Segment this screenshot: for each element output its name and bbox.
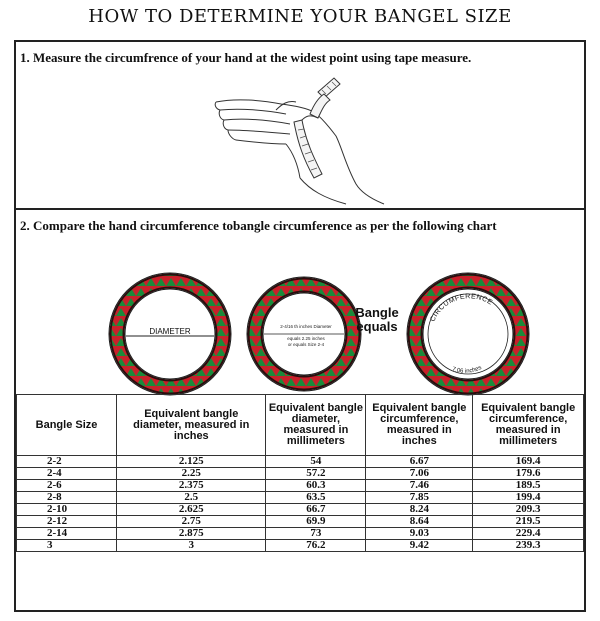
table-cell: 73 xyxy=(266,528,366,540)
header-circumference-mm: Equivalent bangle circumference, measured in millimeters xyxy=(473,395,584,456)
table-cell: 7.06 xyxy=(366,468,473,480)
table-cell: 8.64 xyxy=(366,516,473,528)
bangle-diagram xyxy=(16,256,584,396)
table-cell: 199.4 xyxy=(473,492,584,504)
size-guide-frame xyxy=(14,40,586,612)
middle-note-line1: 2-4/16 th inches Diameter xyxy=(280,324,332,329)
table-row xyxy=(17,480,584,492)
table-cell: 2-2 xyxy=(17,456,117,468)
header-diameter-inches: Equivalent bangle diameter, measured in inches xyxy=(117,395,266,456)
table-row xyxy=(17,492,584,504)
table-cell: 209.3 xyxy=(473,504,584,516)
table-cell: 69.9 xyxy=(266,516,366,528)
table-cell: 2-10 xyxy=(17,504,117,516)
table-cell: 57.2 xyxy=(266,468,366,480)
table-cell: 8.24 xyxy=(366,504,473,516)
table-row xyxy=(17,504,584,516)
table-body xyxy=(17,456,584,552)
bangle-size-icon xyxy=(247,277,361,391)
middle-note-line3: or equals Size 2-4 xyxy=(287,342,325,347)
page-title: HOW TO DETERMINE YOUR BANGEL SIZE xyxy=(88,6,512,27)
bangle-circumference-icon xyxy=(407,273,529,395)
table-row xyxy=(17,456,584,468)
table-cell: 3 xyxy=(17,540,117,552)
bangle-size-table xyxy=(16,394,584,552)
table-cell: 2.875 xyxy=(117,528,266,540)
table-cell: 2-12 xyxy=(17,516,117,528)
table-cell: 239.3 xyxy=(473,540,584,552)
table-cell: 7.46 xyxy=(366,480,473,492)
table-cell: 169.4 xyxy=(473,456,584,468)
table-cell: 2.375 xyxy=(117,480,266,492)
table-cell: 229.4 xyxy=(473,528,584,540)
bangle-equals-label xyxy=(352,306,402,334)
step1-heading: 1. Measure the circumfrence of your hand at the widest point using tape measure. xyxy=(20,50,472,65)
table-header-row xyxy=(17,395,584,456)
table-cell: 219.5 xyxy=(473,516,584,528)
table-cell: 6.67 xyxy=(366,456,473,468)
step2-heading: 2. Compare the hand circumference tobangle circumference as per the following chart xyxy=(20,218,497,233)
header-bangle-size: Bangle Size xyxy=(17,395,117,456)
equals-word: equals xyxy=(356,319,398,334)
inches-label: 7.06 inches xyxy=(451,365,483,375)
table-cell: 3 xyxy=(117,540,266,552)
table-cell: 54 xyxy=(266,456,366,468)
table-cell: 60.3 xyxy=(266,480,366,492)
table-cell: 179.6 xyxy=(473,468,584,480)
table-cell: 9.42 xyxy=(366,540,473,552)
table-cell: 2-14 xyxy=(17,528,117,540)
table-cell: 2-8 xyxy=(17,492,117,504)
table-cell: 63.5 xyxy=(266,492,366,504)
table-row xyxy=(17,468,584,480)
table-cell: 7.85 xyxy=(366,492,473,504)
header-circumference-inches: Equivalent bangle circumference, measured in inches xyxy=(366,395,473,456)
table-cell: 76.2 xyxy=(266,540,366,552)
circumference-label: CIRCUMFERENCE xyxy=(429,293,494,323)
hand-measure-illustration xyxy=(206,74,386,206)
table-cell: 2.25 xyxy=(117,468,266,480)
table-row xyxy=(17,540,584,552)
table-cell: 66.7 xyxy=(266,504,366,516)
bangle-word: Bangle xyxy=(355,305,399,320)
table-cell: 2.75 xyxy=(117,516,266,528)
table-cell: 2.125 xyxy=(117,456,266,468)
table-row xyxy=(17,516,584,528)
table-cell: 189.5 xyxy=(473,480,584,492)
diameter-label: DIAMETER xyxy=(149,327,191,336)
table-row xyxy=(17,528,584,540)
header-diameter-mm: Equivalent bangle diameter, measured in millimeters xyxy=(266,395,366,456)
step1-section xyxy=(16,42,584,210)
table-cell: 2-4 xyxy=(17,468,117,480)
table-cell: 2-6 xyxy=(17,480,117,492)
table-cell: 9.03 xyxy=(366,528,473,540)
table-cell: 2.625 xyxy=(117,504,266,516)
table-cell: 2.5 xyxy=(117,492,266,504)
middle-note-line2: equals 2.25 inches xyxy=(287,336,325,341)
